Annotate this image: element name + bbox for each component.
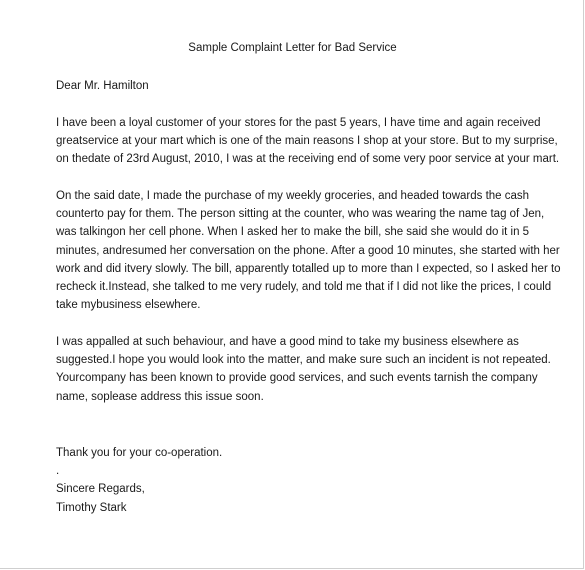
paragraph-line: counterto pay for them. The person sitting at the counter, who was wearing the name tag of Jen, (56, 208, 545, 221)
paragraph-line: recheck it.Instead, she talked to me very rudely, and told me that if I did not like the prices, I could (56, 280, 552, 293)
paragraph-line: work and did itvery slowly. The bill, apparently totalled up to more than I expected, so I asked her to (56, 262, 561, 275)
paragraph-line: I have been a loyal customer of your stores for the past 5 years, I have time and again received (56, 117, 541, 129)
thanks-line: Thank you for your co-operation. (56, 447, 223, 459)
paragraph-line: name, soplease address this issue soon. (56, 390, 264, 403)
paragraph-line: I was appalled at such behaviour, and have a good mind to take my business elsewhere as (56, 336, 519, 348)
paragraph-1 (56, 114, 560, 169)
signature-name: Timothy Stark (56, 501, 127, 514)
paragraph-line: on thedate of 23rd August, 2010, I was at the receiving end of some very poor service at your mart. (56, 153, 560, 166)
paragraph-line: Yourcompany has been known to provide good services, and such events tarnish the company (56, 372, 538, 385)
salutation (56, 77, 556, 95)
paragraph-line: greatservice at your mart which is one of the main reasons I shop at your store. But to my surprise, (56, 135, 558, 148)
letter-title: Sample Complaint Letter for Bad Service (188, 42, 397, 54)
dot-line: . (56, 465, 60, 478)
salutation-line: Dear Mr. Hamilton (56, 80, 149, 92)
regards-line: Sincere Regards, (56, 483, 145, 496)
closing-block (56, 444, 556, 517)
paragraph-line: take mybusiness elsewhere. (56, 299, 201, 312)
paragraph-3 (56, 333, 556, 406)
paragraph-2 (56, 187, 561, 314)
paragraph-line: On the said date, I made the purchase of my weekly groceries, and headed towards the cash (56, 190, 530, 202)
paragraph-line: was talkingon her cell phone. When I asked her to make the bill, she said she would do it in 5 (56, 226, 530, 239)
paragraph-line: minutes, andresumed her conversation on the phone. After a good 10 minutes, she started with her (56, 244, 560, 257)
paragraph-line: suggested.I hope you would look into the matter, and make sure such an incident is not repeated. (56, 354, 551, 367)
